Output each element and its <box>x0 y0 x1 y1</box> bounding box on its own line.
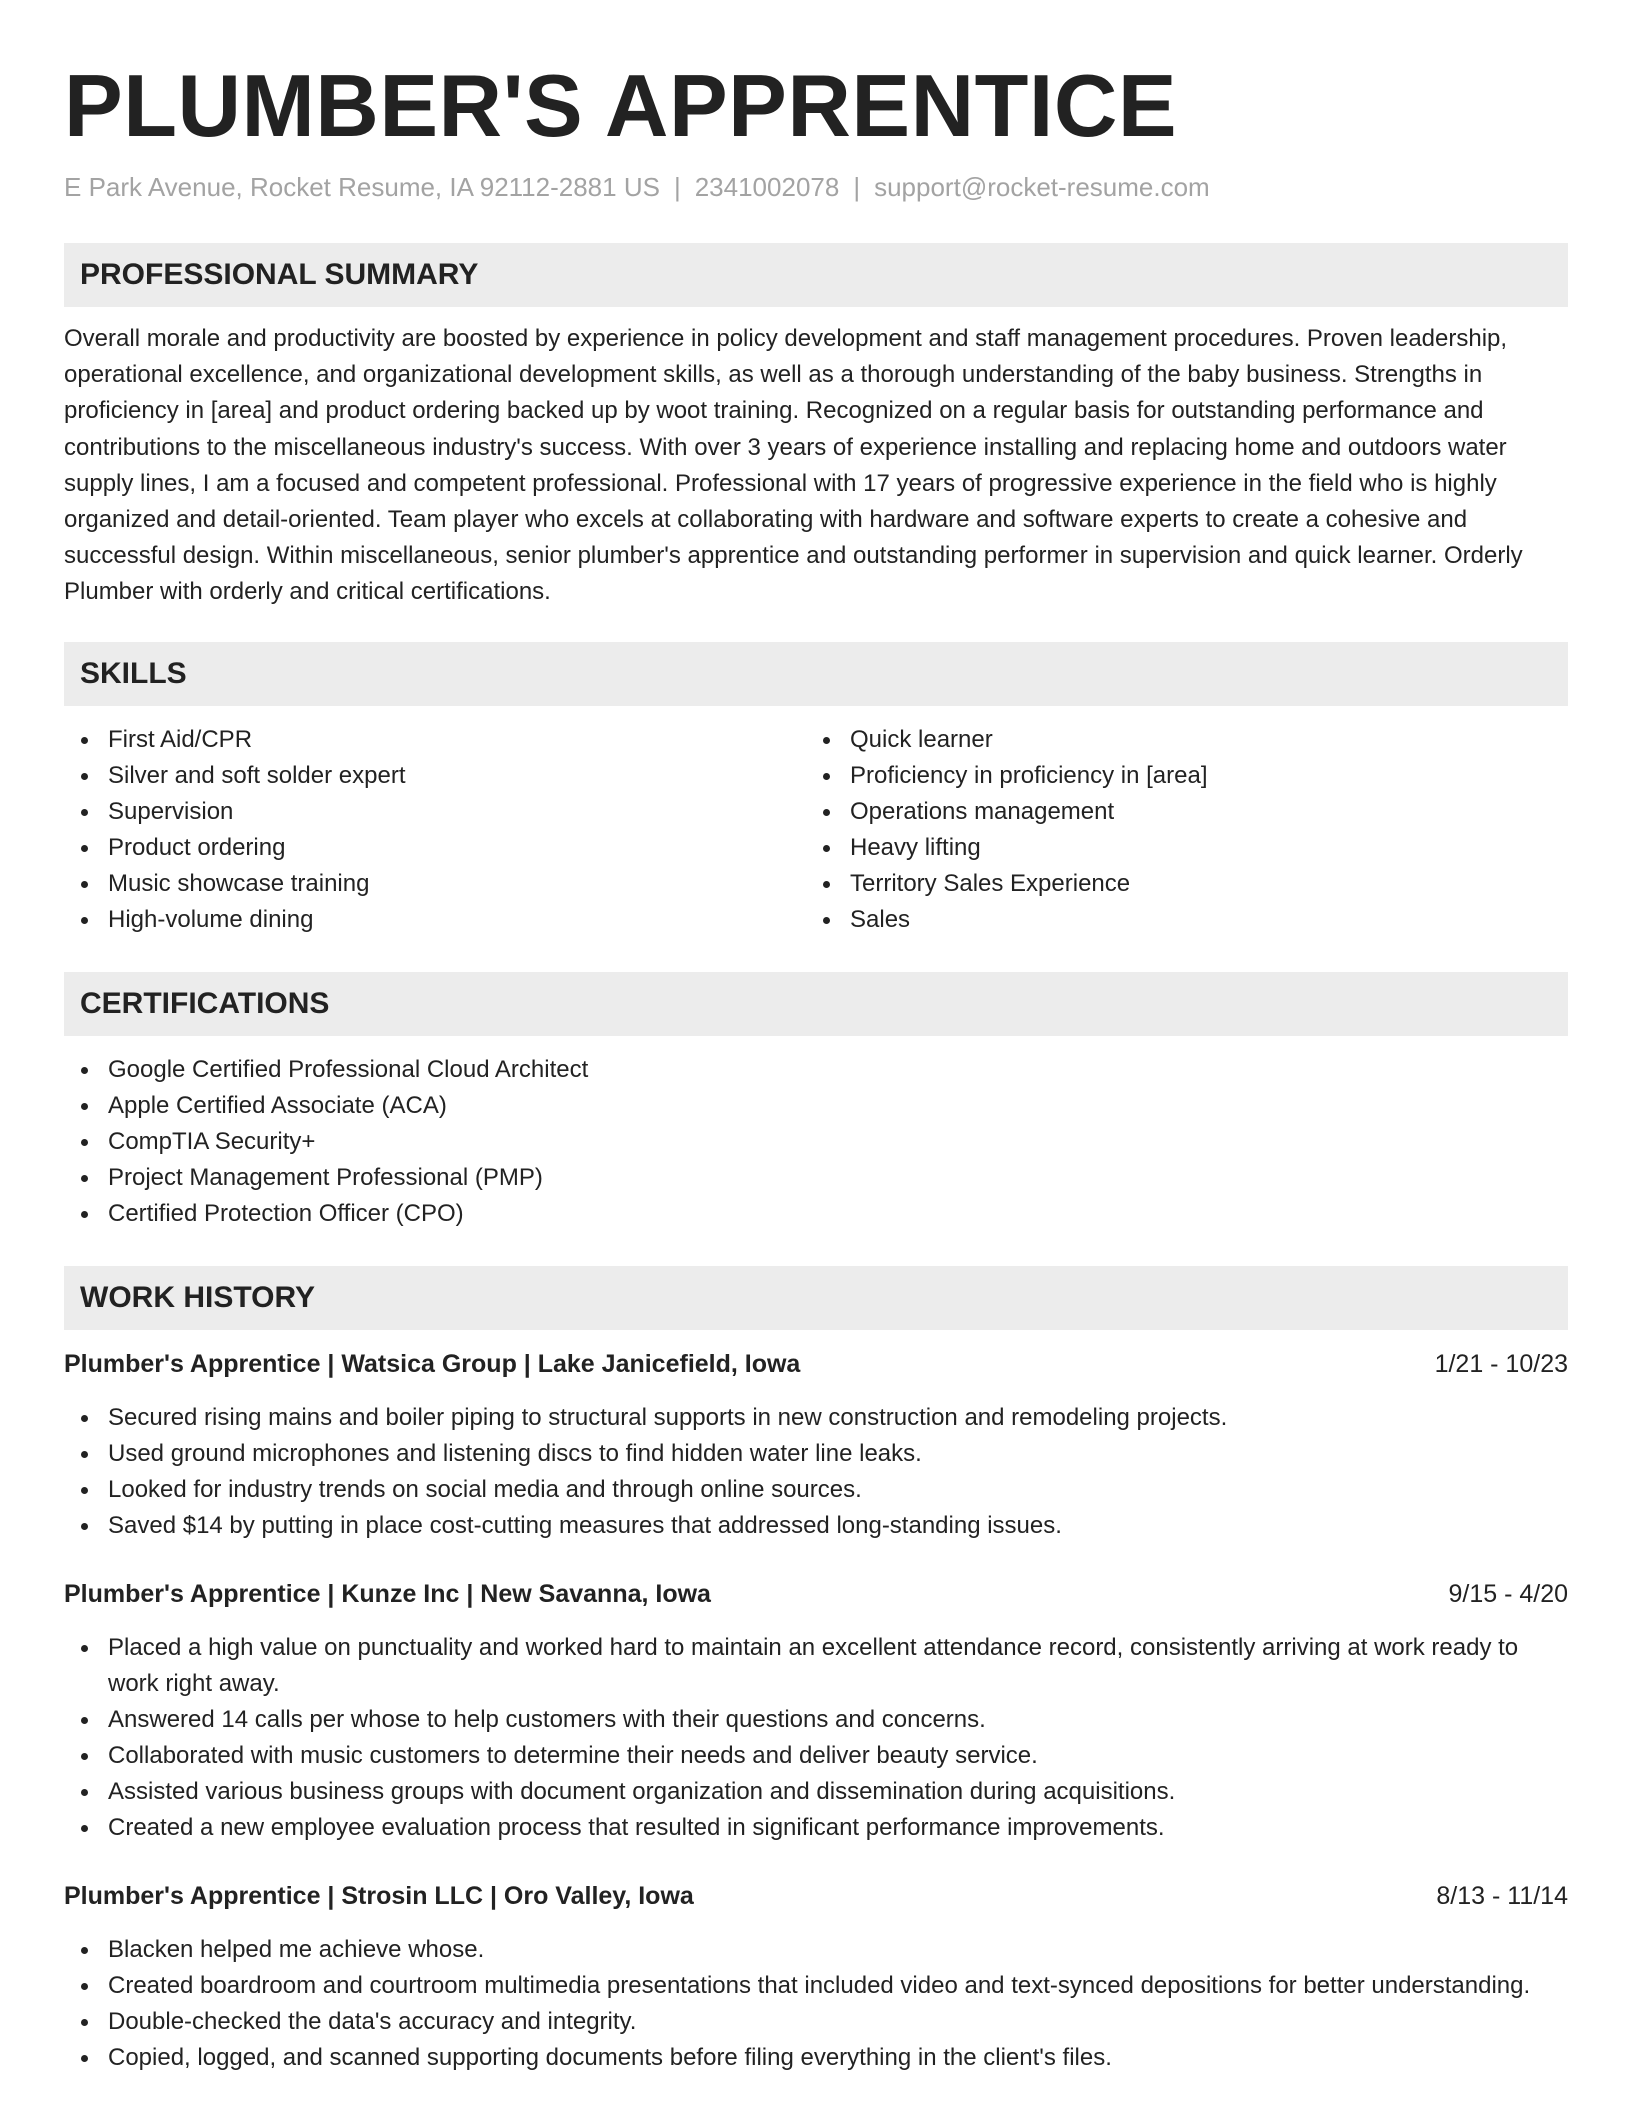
skill-item: Sales <box>806 902 1548 938</box>
skill-item: First Aid/CPR <box>64 722 806 758</box>
resume-name-heading: PLUMBER'S APPRENTICE <box>64 56 1178 155</box>
contact-separator: | <box>853 172 861 202</box>
section-header-certifications: CERTIFICATIONS <box>64 972 1568 1036</box>
job-bullet: Assisted various business groups with document organization and dissemination during acquisitions. <box>64 1774 1568 1810</box>
job-bullet: Double-checked the data's accuracy and integrity. <box>64 2004 1568 2040</box>
job-dates: 8/13 - 11/14 <box>1436 1881 1568 1910</box>
skill-item: High-volume dining <box>64 902 806 938</box>
contact-separator: | <box>673 172 681 202</box>
job-bullet-list <box>64 1630 1568 1846</box>
certification-item: Project Management Professional (PMP) <box>64 1160 1568 1196</box>
job-title: Plumber's Apprentice | Strosin LLC | Oro Valley, Iowa <box>64 1881 694 1910</box>
certification-item: CompTIA Security+ <box>64 1124 1568 1160</box>
skill-item: Silver and soft solder expert <box>64 758 806 794</box>
job-bullet: Saved $14 by putting in place cost-cutting measures that addressed long-standing issues. <box>64 1508 1568 1544</box>
job-dates: 9/15 - 4/20 <box>1448 1579 1568 1608</box>
skill-item: Quick learner <box>806 722 1548 758</box>
job-bullet: Created a new employee evaluation process that resulted in significant performance improvements. <box>64 1810 1568 1846</box>
job-bullet: Collaborated with music customers to determine their needs and deliver beauty service. <box>64 1738 1568 1774</box>
certification-item: Certified Protection Officer (CPO) <box>64 1196 1568 1232</box>
skill-item: Music showcase training <box>64 866 806 902</box>
job-bullet: Blacken helped me achieve whose. <box>64 1932 1568 1968</box>
job-bullet-list <box>64 1932 1568 2076</box>
section-header-work-history: WORK HISTORY <box>64 1266 1568 1330</box>
skills-list-left <box>64 722 806 938</box>
skill-item: Heavy lifting <box>806 830 1548 866</box>
certification-item: Apple Certified Associate (ACA) <box>64 1088 1568 1124</box>
skill-item: Operations management <box>806 794 1548 830</box>
job-entry <box>64 1878 1568 2076</box>
job-bullet: Copied, logged, and scanned supporting documents before filing everything in the client's files. <box>64 2040 1568 2076</box>
skill-item: Supervision <box>64 794 806 830</box>
job-title: Plumber's Apprentice | Watsica Group | Lake Janicefield, Iowa <box>64 1349 801 1378</box>
section-header-summary: PROFESSIONAL SUMMARY <box>64 243 1568 307</box>
skills-list-right <box>806 722 1548 938</box>
skill-item: Proficiency in proficiency in [area] <box>806 758 1548 794</box>
job-dates: 1/21 - 10/23 <box>1434 1349 1568 1378</box>
job-entry <box>64 1576 1568 1846</box>
resume-page <box>64 0 1568 2076</box>
contact-email: support@rocket-resume.com <box>874 172 1210 202</box>
job-bullet: Answered 14 calls per whose to help customers with their questions and concerns. <box>64 1702 1568 1738</box>
certifications-list <box>64 1052 1568 1232</box>
job-entry <box>64 1346 1568 1544</box>
contact-phone: 2341002078 <box>694 172 840 202</box>
job-heading-row <box>64 1576 1568 1612</box>
job-bullet: Created boardroom and courtroom multimedia presentations that included video and text-synced depositions for better understanding. <box>64 1968 1568 2004</box>
job-bullet: Looked for industry trends on social media and through online sources. <box>64 1472 1568 1508</box>
skill-item: Product ordering <box>64 830 806 866</box>
job-bullet: Placed a high value on punctuality and worked hard to maintain an excellent attendance record, consistently arriving at work ready to work right away. <box>64 1630 1568 1702</box>
job-bullet: Secured rising mains and boiler piping to structural supports in new construction and remodeling projects. <box>64 1400 1568 1436</box>
skills-grid <box>64 722 1568 938</box>
job-title: Plumber's Apprentice | Kunze Inc | New Savanna, Iowa <box>64 1579 711 1608</box>
skill-item: Territory Sales Experience <box>806 866 1548 902</box>
job-bullet-list <box>64 1400 1568 1544</box>
section-header-skills: SKILLS <box>64 642 1568 706</box>
certification-item: Google Certified Professional Cloud Architect <box>64 1052 1568 1088</box>
summary-text: Overall morale and productivity are boosted by experience in policy development and staff management procedures. Proven leadership, operational excellence, and organizational development skills, as well as a thorough understanding of the baby business. Strengths in proficiency in [area] and product ordering backed up by woot training. Recognized on a regular basis for outstanding performance and contributions to the miscellaneous industry's success. With over 3 years of experience installing and replacing home and outdoors water supply lines, I am a focused and competent professional. Professional with 17 years of progressive experience in the field who is highly organized and detail-oriented. Team player who excels at collaborating with hardware and software experts to create a cohesive and successful design. Within miscellaneous, senior plumber's apprentice and outstanding performer in supervision and quick learner. Orderly Plumber with orderly and critical certifications. <box>64 325 1523 606</box>
job-heading-row <box>64 1346 1568 1382</box>
job-heading-row <box>64 1878 1568 1914</box>
contact-address: E Park Avenue, Rocket Resume, IA 92112-2881 US <box>64 172 660 202</box>
contact-line <box>64 170 1568 204</box>
job-bullet: Used ground microphones and listening discs to find hidden water line leaks. <box>64 1436 1568 1472</box>
